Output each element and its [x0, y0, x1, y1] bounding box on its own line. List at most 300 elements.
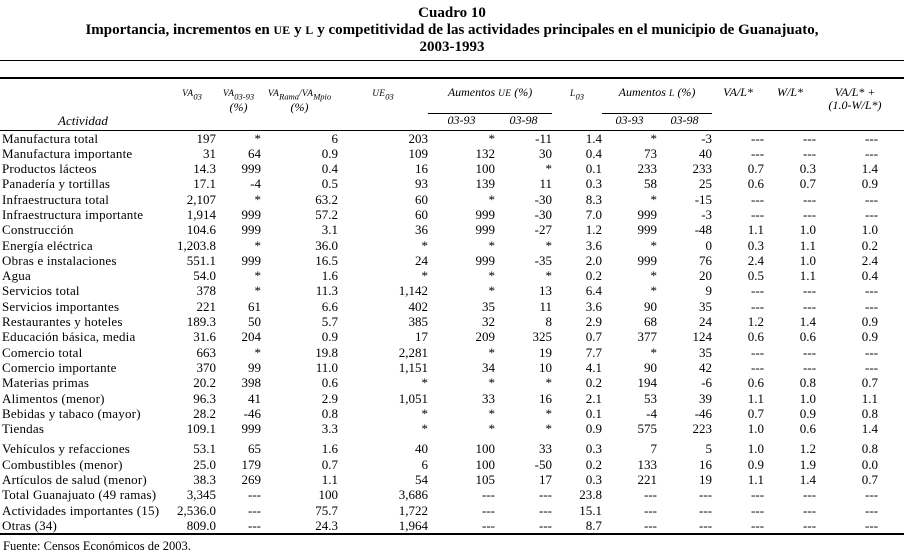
value-cell: 1.1 [321, 472, 338, 488]
activity-cell: Vehículos y refacciones [2, 441, 131, 457]
ue03-sub: 03 [385, 91, 394, 102]
value-cell: --- [865, 487, 879, 503]
value-cell: 54.0 [193, 268, 216, 284]
value-cell: 0.4 [585, 145, 603, 161]
value-cell: 75.7 [315, 502, 338, 518]
value-cell: * [488, 421, 495, 437]
value-cell: -15 [694, 191, 713, 207]
activity-cell: Servicios total [2, 283, 80, 299]
value-cell: 40 [699, 145, 713, 161]
value-cell: 0.3 [799, 161, 817, 177]
value-cell: 1.0 [799, 222, 817, 238]
value-cell: * [254, 237, 261, 253]
value-cell: 3,345 [186, 487, 216, 503]
value-cell: -46 [243, 405, 261, 421]
value-cell: 90 [644, 359, 658, 375]
value-cell: --- [751, 487, 765, 503]
value-cell: -3 [701, 130, 713, 146]
value-cell: 8.7 [552, 518, 602, 534]
value-cell: 0.7 [321, 456, 338, 472]
value-cell: 7.0 [585, 206, 603, 222]
value-cell: 35 [699, 298, 713, 314]
value-cell: -30 [534, 206, 553, 222]
value-cell: --- [865, 344, 879, 360]
table-row [0, 487, 904, 502]
col-header-ue03 [338, 79, 428, 130]
value-cell: 3.6 [585, 298, 603, 314]
aum-l-post: (%) [674, 85, 696, 99]
value-cell: 11.3 [315, 283, 338, 299]
activity-cell: Combustibles (menor) [2, 456, 123, 472]
value-cell: 20.2 [193, 375, 216, 391]
value-cell: --- [803, 130, 817, 146]
col-header-va-l-plus [816, 79, 904, 130]
value-cell: 15.1 [579, 502, 603, 518]
value-cell: 41 [248, 390, 261, 406]
va03-base: VA [182, 89, 194, 99]
value-cell: * [254, 130, 261, 146]
activity-cell: Actividades importantes (15) [2, 502, 160, 518]
value-cell: 2,281 [398, 344, 428, 360]
value-cell: 0.9 [585, 421, 603, 437]
value-cell: * [488, 283, 495, 299]
value-cell: 11 [539, 298, 553, 314]
value-cell: --- [865, 191, 879, 207]
value-cell: 999 [241, 252, 261, 268]
value-cell: -48 [694, 222, 713, 238]
value-cell: 6 [331, 130, 338, 146]
value-cell: 17 [415, 329, 428, 345]
value-cell: 139 [475, 176, 495, 192]
value-cell: 0.3 [747, 237, 765, 253]
col-header-actividad [0, 79, 168, 130]
col-header-l03 [552, 79, 602, 130]
value-cell: -3 [701, 206, 713, 222]
value-cell: --- [803, 359, 817, 375]
value-cell: 377 [637, 329, 658, 345]
value-cell: -46 [694, 405, 713, 421]
value-cell: 1.4 [799, 314, 817, 330]
caption-smallcaps-l: L [305, 24, 314, 37]
subheader-l-03-93: 03-93 [602, 113, 657, 130]
table-row [0, 192, 904, 207]
value-cell: 100 [475, 441, 495, 457]
value-cell: 7.7 [585, 344, 603, 360]
value-cell: 0.7 [747, 405, 765, 421]
aum-ue-post: (%) [511, 85, 533, 99]
value-cell: --- [428, 518, 495, 534]
value-cell: 133 [637, 456, 658, 472]
value-cell: * [650, 268, 658, 284]
value-cell: * [421, 375, 428, 391]
value-cell: 4.1 [585, 359, 603, 375]
value-cell: 33 [539, 441, 553, 457]
value-cell: 33 [482, 390, 495, 406]
value-cell: 269 [241, 472, 261, 488]
table-row [0, 329, 904, 344]
value-cell: --- [248, 502, 261, 518]
value-cell: 370 [196, 359, 216, 375]
value-cell: 402 [408, 298, 428, 314]
w-l-label: W/L* [777, 85, 804, 99]
value-cell: --- [803, 344, 817, 360]
value-cell: 0.6 [747, 176, 765, 192]
col-header-aumentos-l [602, 79, 712, 113]
caption-text: y competitividad de las actividades principales en el municipio de Guanajuato, [313, 22, 819, 38]
value-cell: * [650, 191, 658, 207]
value-cell: * [545, 421, 553, 437]
value-cell: --- [482, 502, 495, 518]
value-cell: 9 [705, 283, 713, 299]
value-cell: 189.3 [186, 314, 216, 330]
va0393-base: VA [222, 89, 235, 99]
value-cell: 63.2 [315, 191, 338, 207]
table-row [0, 299, 904, 314]
value-cell: * [545, 405, 553, 421]
value-cell: --- [803, 298, 817, 314]
table-row [0, 130, 904, 146]
col-header-va03 [168, 79, 216, 130]
value-cell: 50 [248, 314, 261, 330]
value-cell: 14.3 [193, 161, 216, 177]
value-cell: 0.6 [747, 329, 765, 345]
value-cell: 233 [637, 161, 658, 177]
value-cell: 2,107 [186, 191, 216, 207]
value-cell: 17 [539, 472, 553, 488]
value-cell: 3,686 [398, 487, 428, 503]
value-cell: * [650, 344, 658, 360]
value-cell: --- [712, 518, 764, 534]
activity-cell: Servicios importantes [2, 298, 120, 314]
table-title-block [0, 0, 904, 56]
value-cell: --- [764, 518, 816, 534]
value-cell: --- [816, 518, 904, 534]
va0393-sub: 03-93 [234, 91, 255, 102]
value-cell: 5.7 [321, 314, 338, 330]
value-cell: 6.4 [585, 283, 603, 299]
value-cell: 8 [545, 314, 553, 330]
table-row [0, 391, 904, 406]
value-cell: 13 [539, 283, 553, 299]
value-cell: 1.2 [585, 222, 603, 238]
value-cell: 19 [539, 344, 553, 360]
value-cell: 999 [475, 206, 495, 222]
value-cell: 0.9 [861, 329, 879, 345]
value-cell: 1.6 [321, 268, 338, 284]
value-cell: 1,914 [186, 206, 216, 222]
l03-base: L [570, 89, 576, 99]
value-cell: 25 [699, 176, 713, 192]
value-cell: 3.6 [585, 237, 603, 253]
value-cell: 1.4 [799, 472, 817, 488]
table-row [0, 518, 904, 534]
table-row [0, 457, 904, 472]
value-cell: --- [216, 518, 261, 534]
value-cell: --- [657, 518, 712, 534]
value-cell: 1.1 [747, 222, 765, 238]
table-row [0, 406, 904, 421]
value-cell: 0.9 [799, 405, 817, 421]
value-cell: 40 [415, 441, 428, 457]
value-cell: 999 [475, 222, 495, 238]
header-row-main [0, 79, 904, 113]
va-l-plus-line2: (1.0-W/L*) [828, 98, 882, 112]
value-cell: --- [751, 344, 765, 360]
value-cell: 6 [421, 456, 428, 472]
value-cell: 1,051 [398, 390, 428, 406]
value-cell: 325 [532, 329, 553, 345]
value-cell: 1.1 [799, 268, 817, 284]
value-cell: 0.5 [747, 268, 765, 284]
value-cell: 1.0 [799, 390, 817, 406]
value-cell: 1,722 [398, 502, 428, 518]
aum-ue-sc: UE [498, 89, 512, 99]
value-cell: 99 [248, 359, 261, 375]
value-cell: 31 [203, 145, 216, 161]
activity-cell: Comercio total [2, 344, 83, 360]
value-cell: 0.9 [747, 456, 765, 472]
table-row [0, 436, 904, 456]
activity-cell: Total Guanajuato (49 ramas) [2, 487, 157, 503]
subheader-l-03-98: 03-98 [657, 113, 712, 130]
va03-sub: 03 [193, 91, 202, 102]
l03-sub: 03 [575, 91, 585, 102]
value-cell: 204 [241, 329, 261, 345]
value-cell: 104.6 [186, 222, 216, 238]
col-header-va-l [712, 79, 764, 130]
value-cell: 233 [692, 161, 713, 177]
va-l-plus-line1: VA/L* + [834, 85, 876, 99]
value-cell: --- [602, 518, 657, 534]
value-cell: 197 [196, 130, 216, 146]
table-row [0, 421, 904, 436]
activity-cell: Infraestructura importante [2, 206, 144, 222]
value-cell: * [650, 130, 658, 146]
value-cell: * [488, 268, 495, 284]
value-cell: 100 [475, 456, 495, 472]
value-cell: 0.6 [747, 375, 765, 391]
value-cell: 1,151 [398, 359, 428, 375]
value-cell: 0.9 [861, 176, 879, 192]
value-cell: 194 [637, 375, 658, 391]
value-cell: --- [803, 502, 817, 518]
value-cell: 16 [415, 161, 428, 177]
value-cell: --- [865, 206, 879, 222]
value-cell: 0.3 [585, 472, 603, 488]
value-cell: 1.0 [861, 222, 879, 238]
value-cell: 2.1 [585, 390, 603, 406]
ue03-base: UE [372, 89, 386, 99]
value-cell: 61 [248, 298, 261, 314]
col-header-varama-vampio [261, 79, 338, 130]
value-cell: * [545, 375, 553, 391]
table-row [0, 375, 904, 390]
value-cell: 105 [475, 472, 495, 488]
value-cell: 68 [644, 314, 658, 330]
value-cell: 0.9 [321, 329, 338, 345]
value-cell: 32 [482, 314, 495, 330]
value-cell: 24.3 [261, 518, 338, 534]
value-cell: * [421, 268, 428, 284]
value-cell: --- [482, 487, 495, 503]
value-cell: 0.6 [799, 421, 817, 437]
value-cell: * [650, 237, 658, 253]
activity-cell: Otras (34) [0, 518, 168, 534]
activity-cell: Panadería y tortillas [2, 176, 111, 192]
value-cell: --- [865, 359, 879, 375]
value-cell: 2.4 [861, 252, 879, 268]
value-cell: 0.8 [861, 405, 879, 421]
value-cell: --- [751, 130, 765, 146]
value-cell: * [421, 421, 428, 437]
value-cell: 109 [408, 145, 428, 161]
table-row [0, 314, 904, 329]
va0393-pct: (%) [229, 100, 248, 114]
value-cell: 1,142 [398, 283, 428, 299]
value-cell: * [650, 283, 658, 299]
table-row [0, 207, 904, 222]
value-cell: --- [751, 283, 765, 299]
table-row [0, 472, 904, 487]
value-cell: --- [865, 298, 879, 314]
value-cell: 96.3 [193, 390, 216, 406]
value-cell: -27 [534, 222, 553, 238]
value-cell: 16 [539, 390, 553, 406]
value-cell: * [254, 283, 261, 299]
caption-smallcaps-ue: UE [273, 24, 291, 37]
value-cell: 90 [644, 298, 658, 314]
col-header-aumentos-ue [428, 79, 552, 113]
value-cell: 551.1 [186, 252, 216, 268]
value-cell: 999 [637, 252, 658, 268]
value-cell: 0.2 [585, 456, 603, 472]
value-cell: 2.9 [585, 314, 603, 330]
value-cell: 25.0 [193, 456, 216, 472]
activity-cell: Materias primas [2, 375, 90, 391]
value-cell: --- [751, 206, 765, 222]
value-cell: --- [751, 191, 765, 207]
value-cell: --- [803, 487, 817, 503]
value-cell: 1.1 [747, 472, 765, 488]
data-table [0, 79, 904, 535]
table-row [0, 360, 904, 375]
value-cell: 0 [705, 237, 713, 253]
aum-ue-pre: Aumentos [447, 85, 499, 99]
value-cell: 999 [241, 206, 261, 222]
value-cell: 124 [692, 329, 713, 345]
value-cell: 35 [482, 298, 495, 314]
value-cell: 6.6 [321, 298, 338, 314]
value-cell: 57.2 [315, 206, 338, 222]
value-cell: 1.1 [799, 237, 817, 253]
value-cell: * [488, 191, 495, 207]
value-cell: 2,536.0 [177, 502, 216, 518]
activity-cell: Infraestructura total [2, 191, 110, 207]
varama-sub2: Mpio [313, 91, 332, 102]
value-cell: 1.4 [861, 421, 879, 437]
value-cell: -50 [534, 456, 553, 472]
value-cell: 0.9 [861, 314, 879, 330]
value-cell: 42 [699, 359, 713, 375]
value-cell: 20 [699, 268, 713, 284]
value-cell: * [488, 130, 495, 146]
value-cell: 0.7 [585, 329, 603, 345]
activity-cell: Alimentos (menor) [2, 390, 105, 406]
value-cell: 58 [644, 176, 658, 192]
value-cell: 1.0 [799, 252, 817, 268]
col-header-va03-93 [216, 79, 261, 130]
value-cell: 398 [241, 375, 261, 391]
value-cell: 53 [644, 390, 658, 406]
table-row [0, 283, 904, 298]
value-cell: 1.9 [799, 456, 817, 472]
value-cell: 31.6 [193, 329, 216, 345]
value-cell: --- [248, 487, 261, 503]
table-row [0, 503, 904, 518]
value-cell: 385 [408, 314, 428, 330]
activity-cell: Artículos de salud (menor) [2, 472, 147, 488]
value-cell: 0.4 [861, 268, 879, 284]
aum-l-pre: Aumentos [618, 85, 669, 99]
value-cell: -4 [646, 405, 658, 421]
value-cell: 17.1 [193, 176, 216, 192]
value-cell: --- [865, 283, 879, 299]
value-cell: 28.2 [193, 405, 216, 421]
value-cell: 8.3 [585, 191, 603, 207]
value-cell: 223 [692, 421, 713, 437]
value-cell: 179 [241, 456, 261, 472]
value-cell: 16 [699, 456, 713, 472]
value-cell: --- [495, 518, 552, 534]
value-cell: 34 [482, 359, 495, 375]
value-cell: 1.2 [747, 314, 765, 330]
value-cell: 132 [475, 145, 495, 161]
value-cell: 16.5 [315, 252, 338, 268]
value-cell: 60 [415, 191, 428, 207]
value-cell: 209 [475, 329, 495, 345]
value-cell: 1.0 [747, 421, 765, 437]
value-cell: 24 [699, 314, 713, 330]
value-cell: 0.7 [799, 176, 817, 192]
value-cell: 35 [699, 344, 713, 360]
value-cell: --- [644, 502, 658, 518]
value-cell: 2.9 [321, 390, 338, 406]
value-cell: 999 [241, 421, 261, 437]
value-cell: -35 [534, 252, 553, 268]
value-cell: 1.1 [747, 390, 765, 406]
aum-l-sc: L [668, 89, 675, 99]
caption-text: y [290, 22, 306, 38]
value-cell: 0.8 [321, 405, 338, 421]
value-cell: 1,203.8 [177, 237, 216, 253]
value-cell: 0.2 [585, 375, 603, 391]
value-cell: --- [751, 145, 765, 161]
source-note: Fuente: Censos Económicos de 2003. [3, 539, 191, 554]
value-cell: --- [539, 487, 553, 503]
varama-base2: /VA [299, 89, 314, 99]
value-cell: --- [803, 191, 817, 207]
value-cell: 999 [241, 161, 261, 177]
varama-pct: (%) [290, 100, 309, 114]
value-cell: 0.1 [585, 405, 603, 421]
value-cell: 93 [415, 176, 428, 192]
value-cell: 1.4 [861, 161, 879, 177]
value-cell: 64 [248, 145, 261, 161]
table-row [0, 222, 904, 237]
value-cell: 0.7 [861, 375, 879, 391]
va-l-label: VA/L* [723, 85, 753, 99]
value-cell: * [254, 191, 261, 207]
